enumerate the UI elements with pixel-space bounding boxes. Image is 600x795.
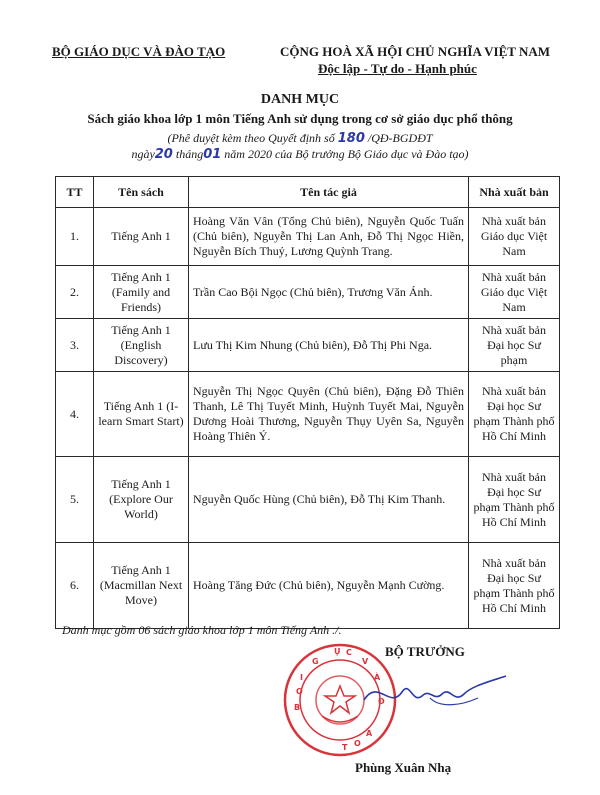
book-title: Tiếng Anh 1 (I-learn Smart Start) [94,372,189,457]
header-tt: TT [56,177,94,208]
table-row [56,266,560,319]
row-number: 1. [56,208,94,266]
date-suffix: năm 2020 của Bộ trưởng Bộ Giáo dục và Đào tạo) [224,147,469,161]
header-book: Tên sách [94,177,189,208]
republic-name: CỘNG HOÀ XÃ HỘI CHỦ NGHĨA VIỆT NAM [280,44,551,59]
publisher-name: Nhà xuất bản Đại học Sư phạm Thành phố Hồ Chí Minh [469,543,560,629]
svg-text:I: I [300,673,303,682]
approval-prefix: (Phê duyệt kèm theo Quyết định số [167,131,335,145]
svg-text:G: G [312,657,319,666]
svg-text:Đ: Đ [378,697,385,706]
book-title: Tiếng Anh 1 [94,208,189,266]
svg-text:À: À [374,673,381,682]
row-number: 4. [56,372,94,457]
book-title: Tiếng Anh 1 (Family and Friends) [94,266,189,319]
table-row [56,372,560,457]
date-prefix: ngày [131,147,155,161]
table-header-row [56,177,560,208]
publisher-name: Nhà xuất bản Giáo dục Việt Nam [469,266,560,319]
national-motto: Độc lập - Tự do - Hạnh phúc [318,61,477,76]
row-number: 2. [56,266,94,319]
svg-text:A: A [366,729,373,738]
document-title: DANH MỤC [260,92,340,107]
signer-name: Phùng Xuân Nhạ [355,760,452,775]
svg-text:O: O [354,739,361,748]
author-list: Nguyễn Thị Ngọc Quyên (Chủ biên), Đặng Đỗ Thiên Thanh, Lê Thị Tuyết Minh, Huỳnh Tuyết Mai, Nguyễn Dương Hoài Thương, Nguyễn Thụy Uyên Sa, Nguyễn Hoàng Thiên Ý. [189,372,469,457]
publisher-name: Nhà xuất bản Đại học Sư phạm Thành phố Hồ Chí Minh [469,372,560,457]
signature-scribble [360,668,510,718]
author-list: Lưu Thị Kim Nhung (Chủ biên), Đỗ Thị Phi Nga. [189,319,469,372]
row-number: 6. [56,543,94,629]
book-title: Tiếng Anh 1 (Macmillan Next Move) [94,543,189,629]
svg-text:C: C [346,648,352,657]
month-label: tháng [175,147,204,161]
book-title: Tiếng Anh 1 (English Discovery) [94,319,189,372]
table-row [56,208,560,266]
publisher-name: Nhà xuất bản Đại học Sư phạm [469,319,560,372]
approval-suffix: /QĐ-BGDĐT [367,131,433,145]
textbook-table [55,176,560,629]
author-list: Nguyễn Quốc Hùng (Chủ biên), Đỗ Thị Kim Thanh. [189,457,469,543]
approval-line-2 [0,147,600,162]
ministry-name: BỘ GIÁO DỤC VÀ ĐÀO TẠO [52,44,226,59]
decision-number: 180 [337,131,365,146]
book-title: Tiếng Anh 1 (Explore Our World) [94,457,189,543]
svg-text:O: O [296,687,303,696]
svg-text:T: T [342,743,348,752]
author-list: Hoàng Tăng Đức (Chủ biên), Nguyễn Mạnh Cường. [189,543,469,629]
header-publisher: Nhà xuất bản [469,177,560,208]
signer-title: BỘ TRƯỞNG [385,644,465,659]
header-authors: Tên tác giả [189,177,469,208]
approval-month: 01 [203,147,222,162]
svg-text:Ụ: Ụ [334,647,341,656]
approval-line-1 [0,131,600,146]
table-row [56,543,560,629]
author-list: Trần Cao Bội Ngọc (Chủ biên), Trương Văn Ánh. [189,266,469,319]
row-number: 3. [56,319,94,372]
table-row [56,457,560,543]
table-row [56,319,560,372]
svg-text:V: V [362,657,369,666]
svg-text:B: B [294,703,301,712]
publisher-name: Nhà xuất bản Đại học Sư phạm Thành phố Hồ Chí Minh [469,457,560,543]
author-list: Hoàng Văn Vân (Tổng Chủ biên), Nguyễn Quốc Tuấn (Chủ biên), Nguyễn Thị Lan Anh, Đỗ Thị Ngọc Hiền, Nguyễn Bích Thuỷ, Lương Quỳnh Trang. [189,208,469,266]
approval-day: 20 [154,147,173,162]
footer-note: Danh mục gồm 06 sách giáo khoa lớp 1 môn Tiếng Anh ./. [62,623,342,637]
publisher-name: Nhà xuất bản Giáo dục Việt Nam [469,208,560,266]
document-subtitle: Sách giáo khoa lớp 1 môn Tiếng Anh sử dụng trong cơ sở giáo dục phổ thông [87,111,513,126]
row-number: 5. [56,457,94,543]
